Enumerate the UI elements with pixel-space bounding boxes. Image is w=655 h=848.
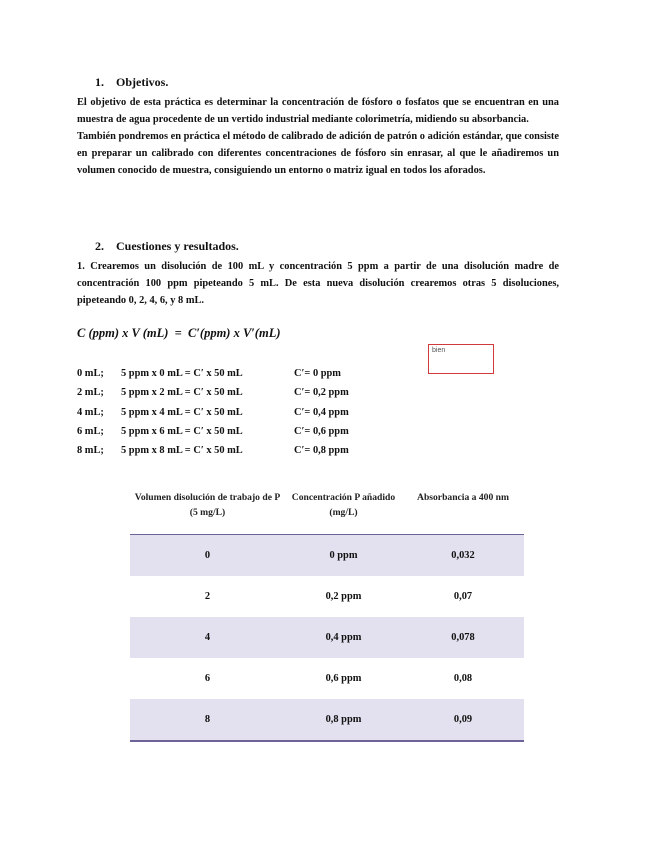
cell-concentration: 0,2 ppm <box>325 591 362 603</box>
comment-text: bien <box>432 347 446 354</box>
calc-volume: 8 mL; <box>77 445 104 457</box>
dilution-formula: C (ppm) x V (mL) = C′(ppm) x V′(mL) <box>77 326 281 340</box>
calc-result: C′= 0,4 ppm <box>294 406 349 418</box>
cell-absorbance: 0,032 <box>451 550 475 562</box>
cell-volume: 0 <box>204 550 211 562</box>
calculation-row <box>77 383 349 402</box>
table-row <box>130 658 524 699</box>
section-1-number: 1. <box>95 75 104 89</box>
calculation-row <box>77 441 349 460</box>
method-paragraph: También pondremos en práctica el método de calibrado de adición de patrón o adición estándar, que consiste en preparar un calibrado con diferentes concentraciones de fósforo sin enrasar, al que le añadiremos un volumen conocido de muestra, consiguiendo un entorno o matriz igual en todos los aforados. <box>77 131 559 176</box>
calc-result: C′= 0,6 ppm <box>294 425 349 437</box>
section-1-heading <box>95 75 168 90</box>
cell-volume: 8 <box>204 714 211 726</box>
calc-expression: 5 ppm x 2 mL = C′ x 50 mL <box>121 387 243 399</box>
dilution-paragraph: 1. Crearemos un disolución de 100 mL y concentración 5 ppm a partir de una disolución madre de concentración 100 ppm pipeteando 5 mL. De esta nueva disolución crearemos otras 5 disoluciones, pipeteando 0, 2, 4, 6, y 8 mL. <box>77 261 559 306</box>
cell-volume: 4 <box>204 632 211 644</box>
table-row <box>130 576 524 617</box>
objective-paragraph: El objetivo de esta práctica es determinar la concentración de fósforo o fosfatos que se encuentran en una muestra de agua procedente de un vertido industrial mediante colorimetría, midiendo su absorbancia. <box>77 97 559 125</box>
calc-result: C′= 0 ppm <box>294 368 341 379</box>
calc-expression: 5 ppm x 4 mL = C′ x 50 mL <box>121 406 243 418</box>
header-concentration: Concentración P añadido (mg/L) <box>291 492 396 518</box>
header-volume: Volumen disolución de trabajo de P (5 mg/L) <box>134 492 281 518</box>
section-2-number: 2. <box>95 239 104 253</box>
header-absorbance: Absorbancia a 400 nm <box>417 492 509 503</box>
table-row <box>130 535 524 576</box>
cell-absorbance: 0,09 <box>453 714 473 726</box>
calculation-row <box>77 403 349 422</box>
section-2-heading <box>95 239 239 254</box>
calc-volume: 4 mL; <box>77 406 104 418</box>
cell-concentration: 0,4 ppm <box>325 632 362 644</box>
calc-volume: 2 mL; <box>77 387 104 399</box>
calculation-row <box>77 364 349 383</box>
cell-concentration: 0 ppm <box>329 550 358 562</box>
comment-box[interactable] <box>428 344 494 374</box>
table-row <box>130 699 524 740</box>
cell-absorbance: 0,08 <box>453 673 473 685</box>
calc-expression: 5 ppm x 8 mL = C′ x 50 mL <box>121 445 243 457</box>
cell-absorbance: 0,078 <box>451 632 475 644</box>
table-row <box>130 617 524 658</box>
calc-expression: 5 ppm x 0 mL = C′ x 50 mL <box>121 368 243 379</box>
section-2-title: Cuestiones y resultados. <box>116 239 239 253</box>
calc-result: C′= 0,8 ppm <box>294 445 349 457</box>
cell-volume: 2 <box>204 591 211 603</box>
calculation-row <box>77 422 349 441</box>
calculation-list <box>77 364 349 460</box>
calc-result: C′= 0,2 ppm <box>294 387 349 399</box>
cell-concentration: 0,8 ppm <box>325 714 362 726</box>
calc-volume: 0 mL; <box>77 368 104 379</box>
calc-volume: 6 mL; <box>77 425 104 437</box>
calc-expression: 5 ppm x 6 mL = C′ x 50 mL <box>121 425 243 437</box>
table-header <box>130 490 524 534</box>
table-bottom-border <box>130 740 524 741</box>
section-1-body <box>77 94 559 179</box>
cell-volume: 6 <box>204 673 211 685</box>
cell-concentration: 0,6 ppm <box>325 673 362 685</box>
section-1-title: Objetivos. <box>116 75 169 89</box>
section-2-body <box>77 258 559 309</box>
cell-absorbance: 0,07 <box>453 591 473 603</box>
results-table <box>130 490 524 742</box>
